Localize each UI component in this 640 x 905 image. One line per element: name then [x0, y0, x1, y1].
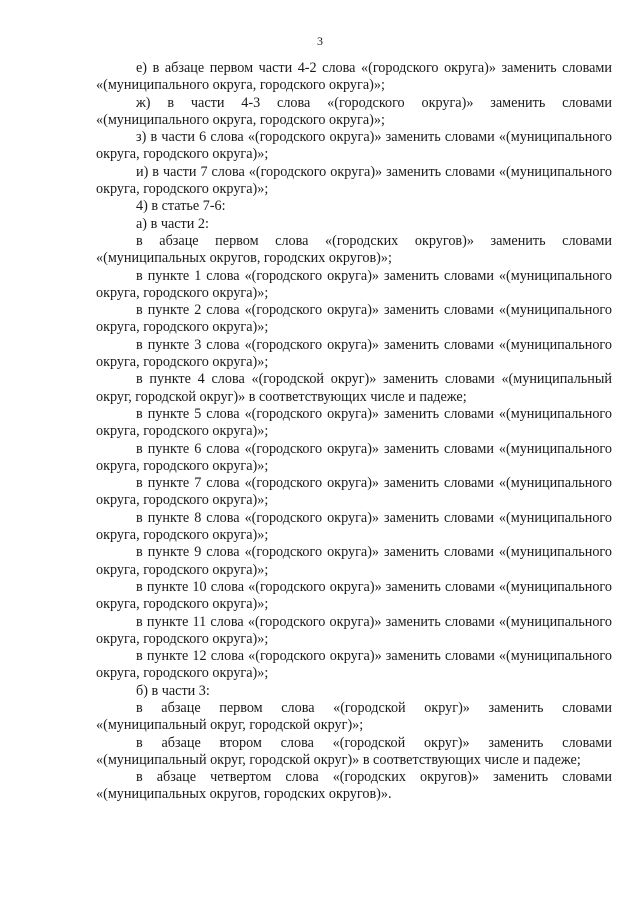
- paragraph-point-2: в пункте 2 слова «(городского округа)» заменить словами «(муниципального округа, городского округа)»;: [96, 302, 612, 336]
- paragraph-point-3: в пункте 3 слова «(городского округа)» заменить словами «(муниципального округа, городского округа)»;: [96, 336, 612, 371]
- paragraph-point-10: в пункте 10 слова «(городского округа)» заменить словами «(муниципального округа, городского округа)»;: [96, 578, 612, 613]
- paragraph-i: и) в части 7 слова «(городского округа)» заменить словами «(муниципального округа, городского округа)»;: [96, 163, 612, 198]
- paragraph-point-11: в пункте 11 слова «(городского округа)» заменить словами «(муниципального округа, городского округа)»;: [96, 613, 612, 647]
- paragraph-point-1: в пункте 1 слова «(городского округа)» заменить словами «(муниципального округа, городского округа)»;: [96, 267, 612, 301]
- paragraph-point-4: в пункте 4 слова «(городской округ)» заменить словами «(муниципальный округ, городской округ)» в соответствующих числе и падеже;: [96, 371, 612, 405]
- paragraph-part3-first-abzac: в абзаце первом слова «(городской округ)» заменить словами «(муниципальный округ, городской округ)»;: [96, 699, 612, 734]
- paragraph-part3-second-abzac: в абзаце втором слова «(городской округ)» заменить словами «(муниципальный округ, городской округ)» в соответствующих числе и падеже;: [96, 734, 612, 768]
- document-body: [96, 60, 612, 804]
- paragraph-zh: ж) в части 4-3 слова «(городского округа)» заменить словами «(муниципального округа, городского округа)»;: [96, 94, 612, 128]
- subsection-heading-part-3: б) в части 3:: [136, 682, 210, 699]
- subsection-heading-part-2: а) в части 2:: [136, 215, 209, 232]
- paragraph-part2-first-abzac: в абзаце первом слова «(городских округов)» заменить словами «(муниципальных округов, городских округов)»;: [96, 232, 612, 267]
- section-heading-article-7-6: 4) в статье 7-6:: [136, 198, 226, 215]
- paragraph-part3-fourth-abzac: в абзаце четвертом слова «(городских округов)» заменить словами «(муниципальных округов, городских округов)».: [96, 769, 612, 803]
- paragraph-point-5: в пункте 5 слова «(городского округа)» заменить словами «(муниципального округа, городского округа)»;: [96, 405, 612, 440]
- paragraph-point-12: в пункте 12 слова «(городского округа)» заменить словами «(муниципального округа, городского округа)»;: [96, 648, 612, 682]
- page-number: 3: [317, 34, 323, 48]
- paragraph-z: з) в части 6 слова «(городского округа)» заменить словами «(муниципального округа, городского округа)»;: [96, 129, 612, 163]
- paragraph-point-6: в пункте 6 слова «(городского округа)» заменить словами «(муниципального округа, городского округа)»;: [96, 440, 612, 474]
- paragraph-point-9: в пункте 9 слова «(городского округа)» заменить словами «(муниципального округа, городского округа)»;: [96, 544, 612, 578]
- paragraph-point-8: в пункте 8 слова «(городского округа)» заменить словами «(муниципального округа, городского округа)»;: [96, 509, 612, 544]
- paragraph-point-7: в пункте 7 слова «(городского округа)» заменить словами «(муниципального округа, городского округа)»;: [96, 475, 612, 509]
- paragraph-e: е) в абзаце первом части 4-2 слова «(городского округа)» заменить словами «(муниципального округа, городского округа)»;: [96, 60, 612, 94]
